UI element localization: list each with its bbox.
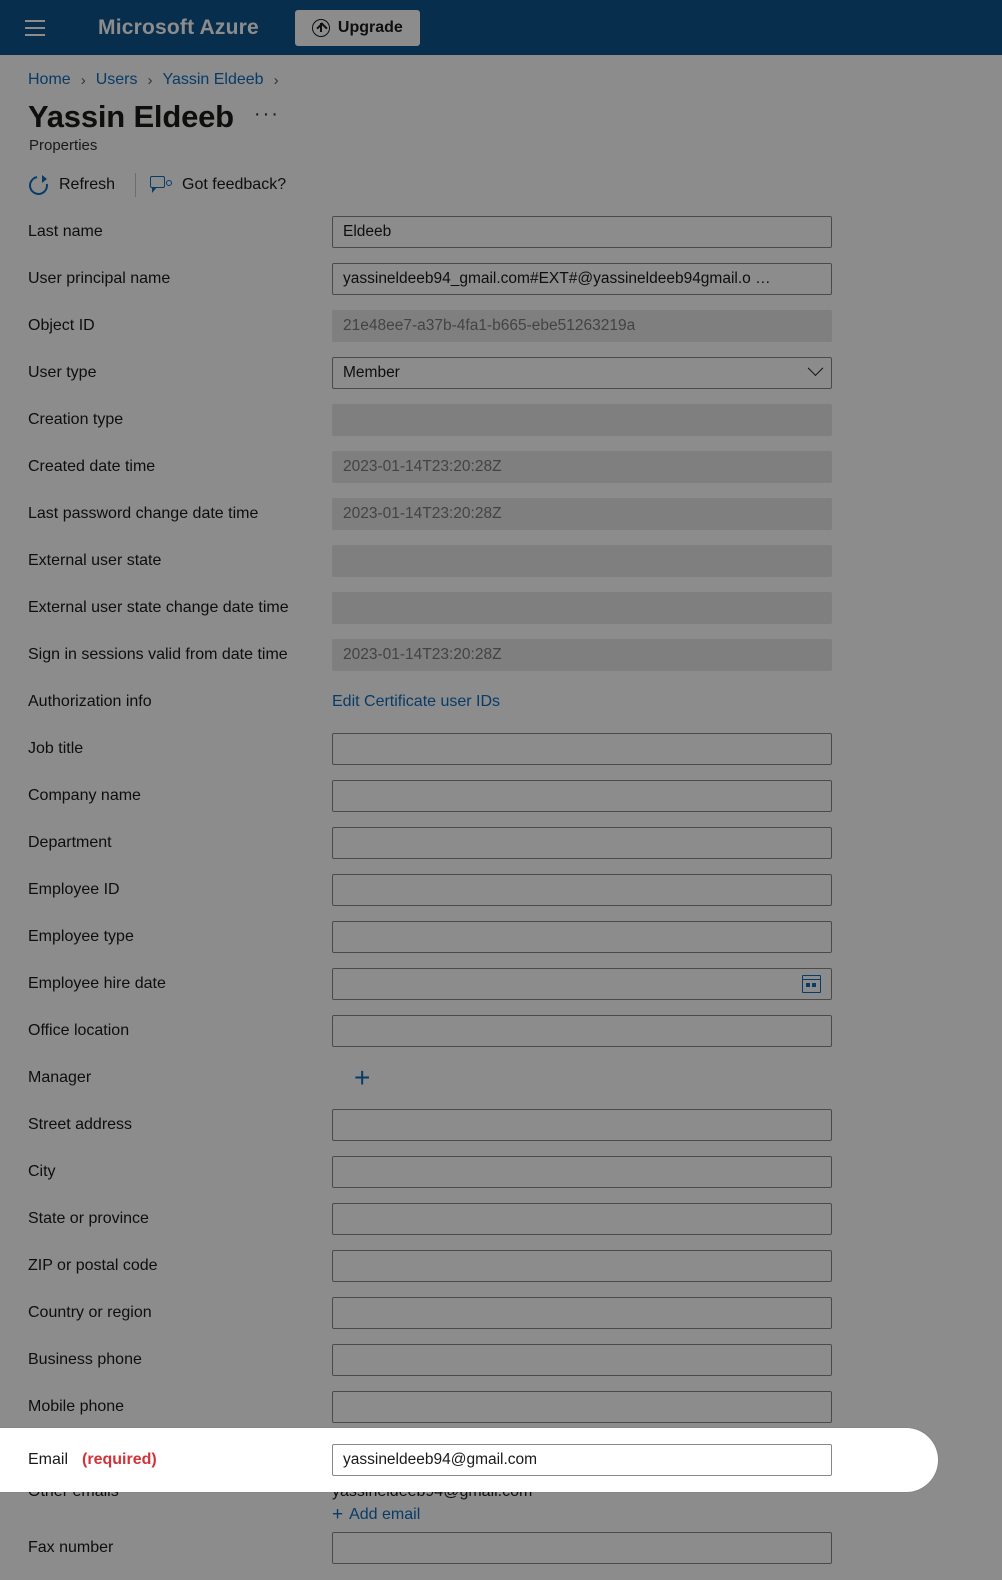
form-row [0, 678, 1002, 725]
page-title: Yassin Eldeeb [28, 99, 234, 134]
edit-certificate-user-ids-link[interactable]: Edit Certificate user IDs [332, 692, 501, 710]
form-row [0, 866, 1002, 913]
breadcrumb-item-home[interactable]: Home [28, 71, 71, 88]
field-label: Employee ID [28, 880, 120, 898]
got-feedback-label: Got feedback? [182, 176, 287, 193]
form-row [0, 913, 1002, 960]
hamburger-icon[interactable] [18, 11, 52, 45]
field-label: Business phone [28, 1350, 142, 1368]
field-label: Office location [28, 1021, 130, 1039]
text-input[interactable] [332, 263, 832, 295]
field-value: 2023-01-14T23:20:28Z [343, 645, 502, 663]
form-row [0, 1148, 1002, 1195]
field-label: Authorization info [28, 692, 152, 710]
form-row [0, 208, 1002, 255]
breadcrumb-item-users[interactable]: Users [95, 71, 138, 88]
form-row [0, 1054, 1002, 1101]
refresh-button[interactable] [28, 175, 133, 196]
fax-number-label: Fax number [28, 1538, 114, 1556]
email-input-value: yassineldeeb94@gmail.com [343, 1451, 538, 1468]
refresh-icon [28, 175, 49, 196]
text-input[interactable] [332, 968, 832, 1000]
field-label: Object ID [28, 316, 95, 334]
field-value: 2023-01-14T23:20:28Z [343, 504, 502, 522]
form-row [0, 819, 1002, 866]
field-label: Employee hire date [28, 974, 166, 992]
form-row [0, 255, 1002, 302]
add-email-button[interactable] [332, 1505, 532, 1524]
field-label: External user state change date time [28, 598, 289, 616]
email-input[interactable] [332, 1444, 832, 1476]
field-label: Mobile phone [28, 1397, 125, 1415]
field-label: Company name [28, 786, 141, 804]
refresh-label: Refresh [59, 176, 116, 193]
field-label: Created date time [28, 457, 156, 475]
command-bar-divider [135, 173, 136, 197]
text-input[interactable] [332, 1297, 832, 1329]
text-input[interactable] [332, 921, 832, 953]
form-row [0, 490, 1002, 537]
field-label: Sign in sessions valid from date time [28, 645, 288, 663]
page-subtitle: Properties [29, 137, 98, 154]
field-label: Department [28, 833, 112, 851]
form-row [0, 1007, 1002, 1054]
field-label: Manager [28, 1068, 92, 1086]
email-label: Email [28, 1451, 69, 1468]
field-value: Eldeeb [343, 222, 392, 240]
form-row [0, 1101, 1002, 1148]
form-row [0, 725, 1002, 772]
field-label: City [28, 1162, 56, 1180]
breadcrumb-item-user[interactable]: Yassin Eldeeb [162, 71, 264, 88]
field-label: Creation type [28, 410, 124, 428]
command-bar [0, 154, 1002, 202]
field-value: yassineldeeb94_gmail.com#EXT#@yassineldeeb94gmail.o … [343, 269, 771, 287]
plus-icon: + [332, 1504, 344, 1525]
text-input[interactable] [332, 216, 832, 248]
user-type-select[interactable] [332, 357, 832, 389]
readonly-field [332, 310, 832, 342]
properties-form [0, 202, 1002, 1571]
field-label: Country or region [28, 1303, 152, 1321]
feedback-icon [150, 175, 172, 195]
readonly-field [332, 639, 832, 671]
field-label: Employee type [28, 927, 134, 945]
text-input[interactable] [332, 1391, 832, 1423]
add-manager-button[interactable]: + [354, 1061, 371, 1093]
readonly-field [332, 404, 832, 436]
text-input[interactable] [332, 827, 832, 859]
text-input[interactable] [332, 1156, 832, 1188]
upgrade-arrow-icon [312, 19, 330, 37]
text-input[interactable] [332, 733, 832, 765]
text-input[interactable] [332, 780, 832, 812]
form-row [0, 960, 1002, 1007]
upgrade-button[interactable] [295, 10, 420, 46]
field-label: Street address [28, 1115, 133, 1133]
field-label: Last name [28, 222, 103, 240]
form-row [0, 302, 1002, 349]
got-feedback-button[interactable] [150, 175, 304, 195]
form-row [0, 443, 1002, 490]
form-row [0, 1336, 1002, 1383]
top-navigation-bar [0, 0, 1002, 55]
readonly-field [332, 545, 832, 577]
field-label: Last password change date time [28, 504, 259, 522]
field-label: User principal name [28, 269, 171, 287]
field-value: 21e48ee7-a37b-4fa1-b665-ebe51263219a [343, 316, 636, 334]
form-row [0, 1383, 1002, 1430]
email-required-badge: (required) [82, 1451, 157, 1468]
field-value: Member [343, 363, 400, 381]
field-label: User type [28, 363, 97, 381]
form-row [0, 1195, 1002, 1242]
field-label: External user state [28, 551, 162, 569]
form-row [0, 1289, 1002, 1336]
form-row [0, 537, 1002, 584]
readonly-field [332, 498, 832, 530]
form-row [0, 396, 1002, 443]
field-value: 2023-01-14T23:20:28Z [343, 457, 502, 475]
calendar-icon[interactable] [802, 975, 821, 993]
more-options-icon[interactable]: ··· [253, 102, 280, 125]
form-row [0, 349, 1002, 396]
field-label: Job title [28, 739, 84, 757]
breadcrumb [0, 55, 1002, 89]
fax-number-row [0, 1524, 1002, 1571]
breadcrumb-separator-icon: › [273, 71, 279, 89]
field-label: State or province [28, 1209, 149, 1227]
breadcrumb-separator-icon: › [147, 71, 153, 89]
text-input[interactable] [332, 1203, 832, 1235]
form-row [0, 584, 1002, 631]
text-input[interactable] [332, 1015, 832, 1047]
readonly-field [332, 592, 832, 624]
page-header [0, 89, 1002, 135]
upgrade-button-label: Upgrade [337, 18, 403, 36]
text-input[interactable] [332, 1109, 832, 1141]
form-row [0, 631, 1002, 678]
azure-brand-title[interactable]: Microsoft Azure [98, 15, 259, 39]
add-email-label: Add email [349, 1505, 421, 1523]
text-input[interactable] [332, 1344, 832, 1376]
text-input[interactable] [332, 1250, 832, 1282]
form-row [0, 772, 1002, 819]
email-label-group [28, 1451, 332, 1469]
email-field-highlight [0, 1428, 938, 1492]
fax-number-input[interactable] [332, 1532, 832, 1564]
readonly-field [332, 451, 832, 483]
field-label: ZIP or postal code [28, 1256, 158, 1274]
text-input[interactable] [332, 874, 832, 906]
chevron-down-icon [808, 360, 824, 376]
breadcrumb-separator-icon: › [80, 71, 86, 89]
form-row [0, 1242, 1002, 1289]
